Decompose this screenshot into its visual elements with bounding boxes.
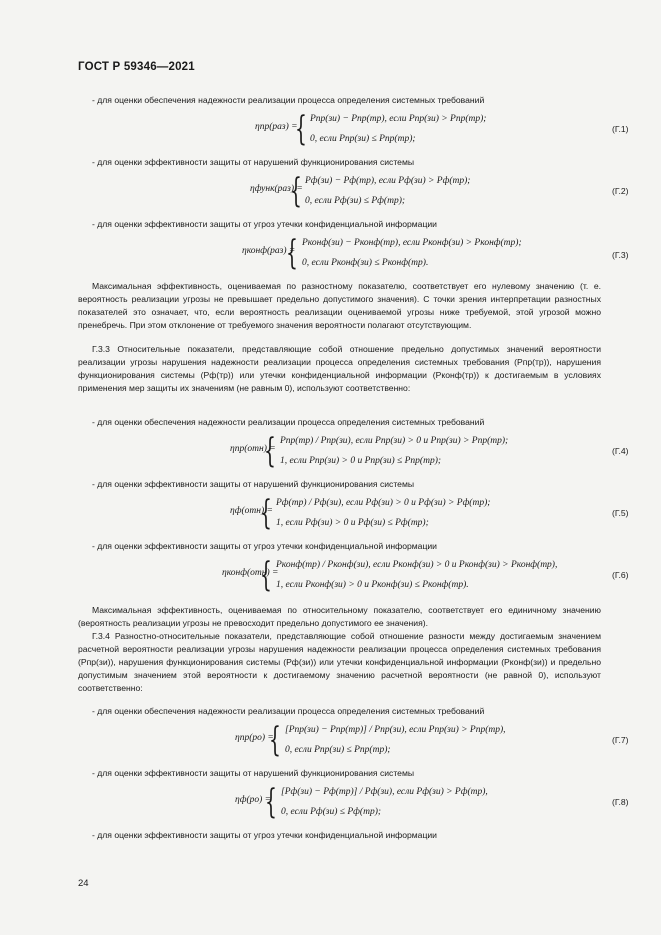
formula-number: (Г.1) [612,124,629,134]
formula-number: (Г.8) [612,797,629,807]
formula-lhs: ηпр(отн) = [230,444,276,454]
formula-number: (Г.2) [612,186,629,196]
formula-case: Pф(зи) − Pф(тр), если Pф(зи) > Pф(тр); [305,176,471,186]
formula-number: (Г.4) [612,446,629,456]
formula-case: 1, если Pф(зи) > 0 и Pф(зи) ≤ Pф(тр); [276,518,429,528]
formula-g5: ηф(отн) = { Pф(тр) / Pф(зи), если Pф(зи) > 0 и Pф(зи) > Pф(тр); 1, если Pф(зи) > 0 и Pф(зи) ≤ Pф(тр); [230,493,491,533]
formula-case: 0, если Pпр(зи) ≤ Pпр(тр); [310,134,416,144]
formula-g3: ηконф(раз) = { Pконф(зи) − Pконф(тр), если Pконф(зи) > Pконф(тр); 0, если Pконф(зи) ≤ Pконф(тр). [242,233,522,273]
dash-item: - для оценки эффективности защиты от угроз утечки конфиденциальной информации [92,219,437,229]
formula-lhs: ηконф(раз) = [242,246,296,256]
formula-g7: ηпр(ро) = { [Pпр(зи) − Pпр(тр)] / Pпр(зи), если Pпр(зи) > Pпр(тр), 0, если Pпр(зи) ≤ Pпр(тр); [235,720,506,760]
paragraph: Г.3.3 Относительные показатели, представляющие собой отношение предельно допустимых значений вероятности реализации угрозы нарушения надежности реализации процесса определения системных требования (Pпр(тр)), нарушения функционирования системы (Pф(тр)) или утечки конфиденциальной информации (Pконф(тр)) к достигаемым в условиях применения мер защиты их значениям (не равным 0), используют соответственно: [78,344,601,393]
formula-lhs: ηпр(раз) = [255,122,298,132]
formula-case: 1, если Pпр(зи) > 0 и Pпр(зи) ≤ Pпр(тр); [280,456,442,466]
dash-item: - для оценки эффективности защиты от нарушений функционирования системы [92,157,415,167]
formula-case: Pпр(зи) − Pпр(тр), если Pпр(зи) > Pпр(тр); [310,114,487,124]
dash-item: - для оценки эффективности защиты от угроз утечки конфиденциальной информации [92,830,437,840]
dash-item: - для оценки обеспечения надежности реализации процесса определения системных требований [92,417,485,427]
paragraph: Максимальная эффективность, оцениваемая по разностному показателю, соответствует его нулевому значению (т. е. вероятность реализации угрозы не превышает предельно допустимого значения). С точки зрения интерпретации разностных показателей это означает, что, если вероятность реализации оцениваемой угрозы ниже требуемой, этой угрозой можно пренебречь. При этом отклонение от требуемого значения вероятности полагают отсутствующим. [78,281,601,330]
formula-case: 0, если Pпр(зи) ≤ Pпр(тр); [285,745,391,755]
paragraph: Г.3.4 Разностно-относительные показатели, представляющие собой отношение разности между достигаемым значением расчетной вероятности реализации угрозы нарушения надежности реализации процесса определения системных требования (Pпр(зи)), нарушения функционирования системы (Pф(зи)) или утечки конфиденциальной информации (Pконф(зи)) и предельно допустимым значением этой вероятности к достигаемому значению расчетной вероятности (не равной 0), используют соответственно: [78,631,601,693]
page-number: 24 [78,878,89,889]
formula-case: Pпр(тр) / Pпр(зи), если Pпр(зи) > 0 и Pпр(зи) > Pпр(тр); [280,436,509,446]
formula-number: (Г.6) [612,570,629,580]
formula-lhs: ηпр(ро) = [235,733,274,743]
formula-g8: ηф(ро) = { [Pф(зи) − Pф(тр)] / Pф(зи), если Pф(зи) > Pф(тр), 0, если Pф(зи) ≤ Pф(тр); [235,782,488,822]
document-header: ГОСТ Р 59346—2021 [78,61,195,73]
formula-lhs: ηфунк(раз) = [250,184,303,194]
formula-lhs: ηф(отн) = [230,506,273,516]
formula-case: 0, если Pф(зи) ≤ Pф(тр); [305,196,406,206]
formula-g6: ηконф(отн) = { Pконф(тр) / Pконф(зи), если Pконф(зи) > 0 и Pконф(зи) > Pконф(тр), 1, если Pконф(зи) > 0 и Pконф(зи) ≤ Pконф(тр). [222,555,558,595]
formula-number: (Г.7) [612,735,629,745]
formula-lhs: ηф(ро) = [235,795,272,805]
formula-lhs: ηконф(отн) = [222,568,279,578]
formula-g4: ηпр(отн) = { Pпр(тр) / Pпр(зи), если Pпр(зи) > 0 и Pпр(зи) > Pпр(тр); 1, если Pпр(зи) > 0 и Pпр(зи) ≤ Pпр(тр); [230,431,509,471]
dash-item: - для оценки эффективности защиты от нарушений функционирования системы [92,479,415,489]
formula-case: [Pпр(зи) − Pпр(тр)] / Pпр(зи), если Pпр(зи) > Pпр(тр), [285,725,506,735]
formula-number: (Г.3) [612,250,629,260]
formula-case: Pф(тр) / Pф(зи), если Pф(зи) > 0 и Pф(зи) > Pф(тр); [276,498,491,508]
dash-item: - для оценки эффективности защиты от нарушений функционирования системы [92,768,415,778]
formula-g1: ηпр(раз) = { Pпр(зи) − Pпр(тр), если Pпр(зи) > Pпр(тр); 0, если Pпр(зи) ≤ Pпр(тр); [255,109,487,149]
formula-case: [Pф(зи) − Pф(тр)] / Pф(зи), если Pф(зи) > Pф(тр), [281,787,488,797]
dash-item: - для оценки эффективности защиты от угроз утечки конфиденциальной информации [92,541,437,551]
formula-case: Pконф(тр) / Pконф(зи), если Pконф(зи) > 0 и Pконф(зи) > Pконф(тр), [276,560,558,570]
formula-case: 1, если Pконф(зи) > 0 и Pконф(зи) ≤ Pконф(тр). [276,580,469,590]
formula-case: 0, если Pф(зи) ≤ Pф(тр); [281,807,382,817]
formula-number: (Г.5) [612,508,629,518]
formula-case: 0, если Pконф(зи) ≤ Pконф(тр). [302,258,429,268]
dash-item: - для оценки обеспечения надежности реализации процесса определения системных требований [92,95,485,105]
paragraph: Максимальная эффективность, оцениваемая по относительному показателю, соответствует его единичному значению (вероятность реализации угрозы не превосходит предельно допустимого ее значения). [78,605,601,628]
formula-g2: ηфунк(раз) = { Pф(зи) − Pф(тр), если Pф(зи) > Pф(тр); 0, если Pф(зи) ≤ Pф(тр); [250,171,471,211]
formula-case: Pконф(зи) − Pконф(тр), если Pконф(зи) > Pконф(тр); [302,238,522,248]
dash-item: - для оценки обеспечения надежности реализации процесса определения системных требований [92,706,485,716]
